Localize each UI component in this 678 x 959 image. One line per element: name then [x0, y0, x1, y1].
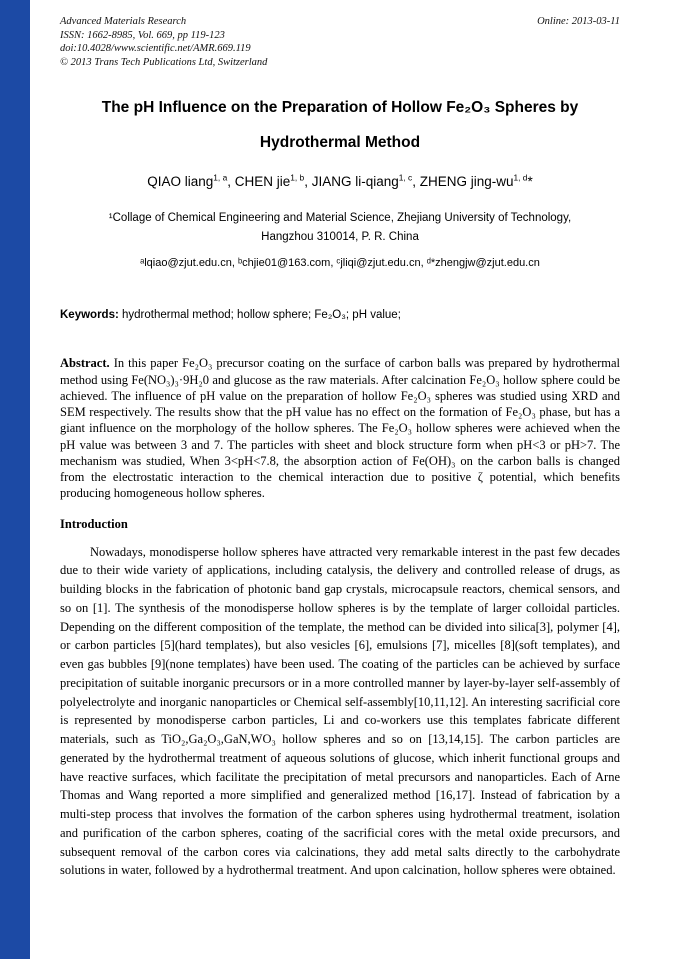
- journal-name: Advanced Materials Research: [60, 16, 187, 27]
- copyright-line: © 2013 Trans Tech Publications Ltd, Switzerland: [60, 56, 268, 68]
- page-content: [60, 0, 620, 880]
- authors-line: QIAO liang$^{1, a}$, CHEN jie$^{1, b}$, JIANG li-qiang$^{1, c}$, ZHENG jing-wu$^{1, d}$*: [147, 172, 533, 190]
- section-heading-introduction: Introduction: [60, 516, 128, 531]
- emails-line: ᵃlqiao@zjut.edu.cn, ᵇchjie01@163.com, ᶜjliqi@zjut.edu.cn, ᵈ*zhengjw@zjut.edu.cn: [140, 257, 540, 270]
- abstract-label: Abstract.: [60, 356, 110, 371]
- introduction-paragraph: Nowadays, monodisperse hollow spheres have attracted very remarkable interest in the past few decades due to their wide variety of applications, including catalysis, the delivery and controlled release of drugs, as building blocks in the fabrication of photonic band gap crystals, microcapsule reactors, chemical sensors, and so on [1]. The synthesis of the monodisperse hollow spheres is by the template of larger colloidal particles. Depending on the different composition of the template, the method can be divided into silica[3], polymer [4], or carbon particles [5](hard templates), but also vesicles [6], emulsions [7], micelles [8](soft templates), and even gas bubbles [9](none templates) have been used. The coating of the particles can be achieved by surface precipitation of suitable inorganic precursors or in a more controlled manner by layer-by-layer self-assembly of polyelectrolyte and inorganic nanoparticles or Chemical self-assembly[10,11,12]. An interesting sacrificial core is represented by monodisperse carbon particles, Li and co-workers use this templates fabricate different materials, such as TiO₂,Ga₂O₃,GaN,WO₃ hollow spheres and so on [13,14,15]. The carbon particles are generated by the hydrothermal treatment of aqueous solutions of glucose, which inherit functional groups and have reactive surfaces, which facilitate the precipitation of metal precursors and nanoparticles. Each of Arne Thomas and Wang reported a more simplified and generalized method [16,17]. Instead of fabrication by a multi-step process that involves the formation of the carbon spheres using hydrothermal treatment, isolation and purification of the carbon spheres, coating of the sacrificial cores with the metal oxide precursors, and subsequent removal of the carbon cores via calcinations, they add metal salts directly to the carbohydrate solutions in water, followed by a hydrothermal treatment. And upon calcination, hollow spheres were obtained.: [60, 544, 620, 878]
- left-border-bar: [0, 0, 30, 959]
- journal-header: [60, 15, 620, 70]
- keywords-line: [60, 309, 620, 321]
- paper-title: [60, 98, 620, 153]
- keywords-text: hydrothermal method; hollow sphere; Fe₂O₃; pH value;: [118, 309, 401, 322]
- affiliation-line: ¹Collage of Chemical Engineering and Material Science, Zhejiang University of Technology, Hangzhou 310014, P. R. China: [108, 212, 572, 244]
- paper-title-line2: Hydrothermal Method: [259, 133, 421, 151]
- abstract-text: In this paper Fe₂O₃ precursor coating on the surface of carbon balls was prepared by hydrothermal method using Fe(NO₃)₃·9H₂0 and glucose as the raw materials. After calcination Fe₂O₃ hollow sphere could be achieved. The influence of pH value on the preparation of hollow Fe₂O₃ spheres was studied using XRD and SEM respectively. The results show that the pH value has no effect on the formation of Fe₂O₃ phase, but has a giant influence on the morphology of the hollow spheres. The Fe₂O₃ hollow spheres were achieved when the pH value was between 3 and 7. The particles with sheet and block structure form when pH<3 or pH>7. The mechanism was studied, When 3<pH<7.8, the absorption action of Fe(OH)₃ on the carbon balls is changed from the electrostatic interaction to the chemical interaction due to positive ζ potential, which benefits producing homogeneous hollow spheres.: [60, 356, 620, 501]
- abstract-paragraph: [60, 355, 620, 501]
- keywords-label: Keywords:: [60, 309, 119, 322]
- online-date: Online: 2013-03-11: [537, 16, 620, 27]
- issn-line: ISSN: 1662-8985, Vol. 669, pp 119-123: [60, 29, 225, 41]
- doi-line: doi:10.4028/www.scientific.net/AMR.669.119: [60, 43, 251, 55]
- paper-title-line1: The pH Influence on the Preparation of Hollow Fe₂O₃ Spheres by: [101, 98, 579, 116]
- journal-header-row: [60, 15, 620, 29]
